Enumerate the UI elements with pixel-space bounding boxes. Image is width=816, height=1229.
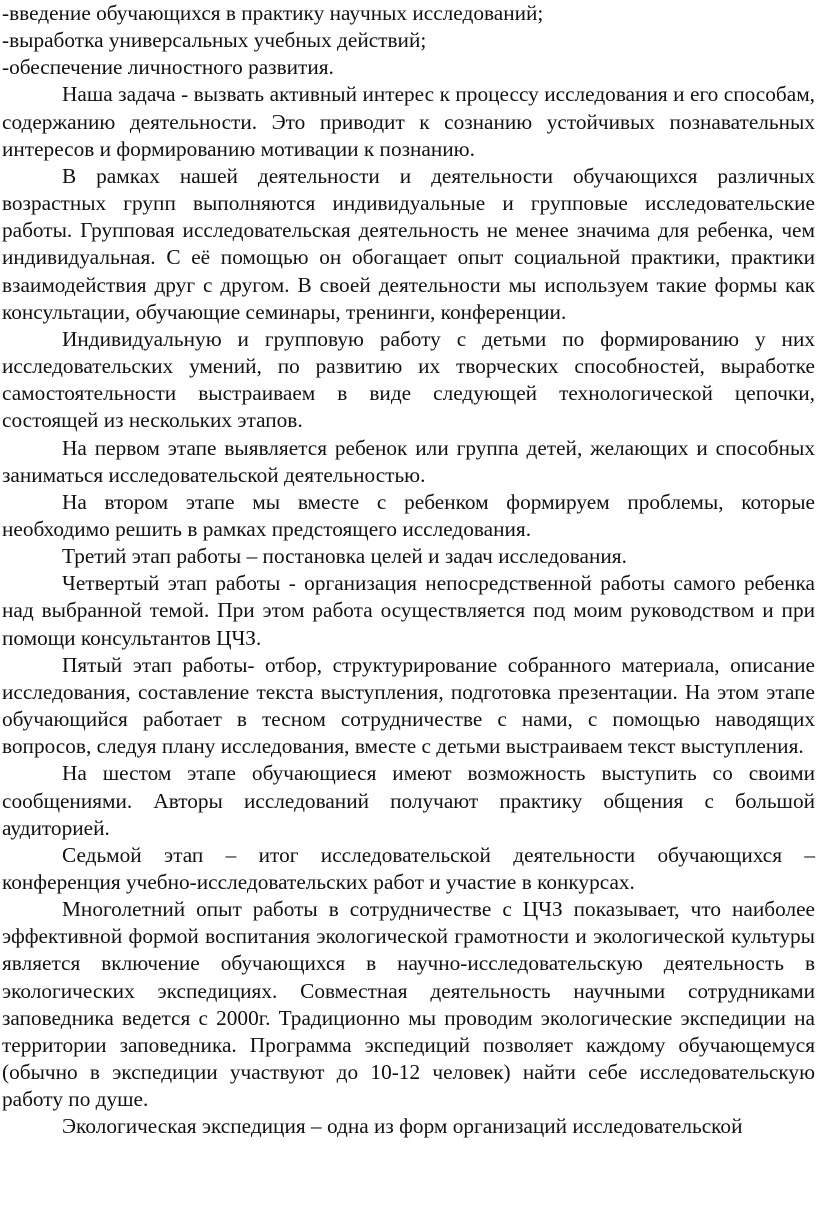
list-item-personal-development: -обеспечение личностного развития. [2, 55, 334, 80]
paragraph-technological-chain: Индивидуальную и групповую работу с детьми по формированию у них исследовательских умений, по развитию их творческих способностей, выработке самостоятельности выстраиваем в виде следующей технологической цепочки, состоящей из нескольких этапов. [2, 326, 815, 433]
paragraph-stage-four: Четвертый этап работы - организация непосредственной работы самого ребенка над выбранной темой. При этом работа осуществляется под моим руководством и при помощи консультантов ЦЧЗ. [2, 571, 815, 650]
paragraph-task: Наша задача - вызвать активный интерес к процессу исследования и его способам, содержанию деятельности. Это приводит к сознанию устойчивых познавательных интересов и формированию мотивации к познанию. [2, 82, 815, 161]
list-item-universal-actions: -выработка универсальных учебных действий; [2, 28, 427, 53]
document-body [2, 0, 815, 1141]
paragraph-stage-five: Пятый этап работы- отбор, структурирование собранного материала, описание исследования, составление текста выступления, подготовка презентации. На этом этапе обучающийся работает в тесном сотрудничестве с нами, с помощью наводящих вопросов, следуя плану исследования, вместе с детьми выстраиваем текст выступления. [2, 652, 815, 759]
paragraph-stage-two: На втором этапе мы вместе с ребенком формируем проблемы, которые необходимо решить в рамках предстоящего исследования. [2, 489, 815, 541]
list-item-introduction: -введение обучающихся в практику научных исследований; [2, 1, 544, 25]
paragraph-stage-three: Третий этап работы – постановка целей и задач исследования. [62, 544, 627, 569]
paragraph-expedition-start: Экологическая экспедиция – одна из форм организаций исследовательской [62, 1114, 743, 1139]
paragraph-stage-six: На шестом этапе обучающиеся имеют возможность выступить со своими сообщениями. Авторы исследований получают практику общения с большой аудиторией. [2, 761, 815, 840]
paragraph-expeditions: Многолетний опыт работы в сотрудничестве с ЦЧЗ показывает, что наиболее эффективной формой воспитания экологической грамотности и экологической культуры является включение обучающихся в научно-исследовательскую деятельность в экологических экспедициях. Совместная деятельность научными сотрудниками заповедника ведется с 2000г. Традиционно мы проводим экологические экспедиции на территории заповедника. Программа экспедиций позволяет каждому обучающемуся (обычно в экспедиции участвуют до 10-12 человек) найти себе исследовательскую работу по душе. [2, 897, 815, 1112]
paragraph-research-work: В рамках нашей деятельности и деятельности обучающихся различных возрастных групп выполняются индивидуальные и групповые исследовательские работы. Групповая исследовательская деятельность не менее значима для ребенка, чем индивидуальная. С её помощью он обогащает опыт социальной практики, практики взаимодействия друг с другом. В своей деятельности мы используем такие формы как консультации, обучающие семинары, тренинги, конференции. [2, 163, 815, 324]
paragraph-stage-one: На первом этапе выявляется ребенок или группа детей, желающих и способных заниматься исследовательской деятельностью. [2, 435, 815, 487]
paragraph-stage-seven: Седьмой этап – итог исследовательской деятельности обучающихся – конференция учебно-исследовательских работ и участие в конкурсах. [2, 842, 815, 894]
